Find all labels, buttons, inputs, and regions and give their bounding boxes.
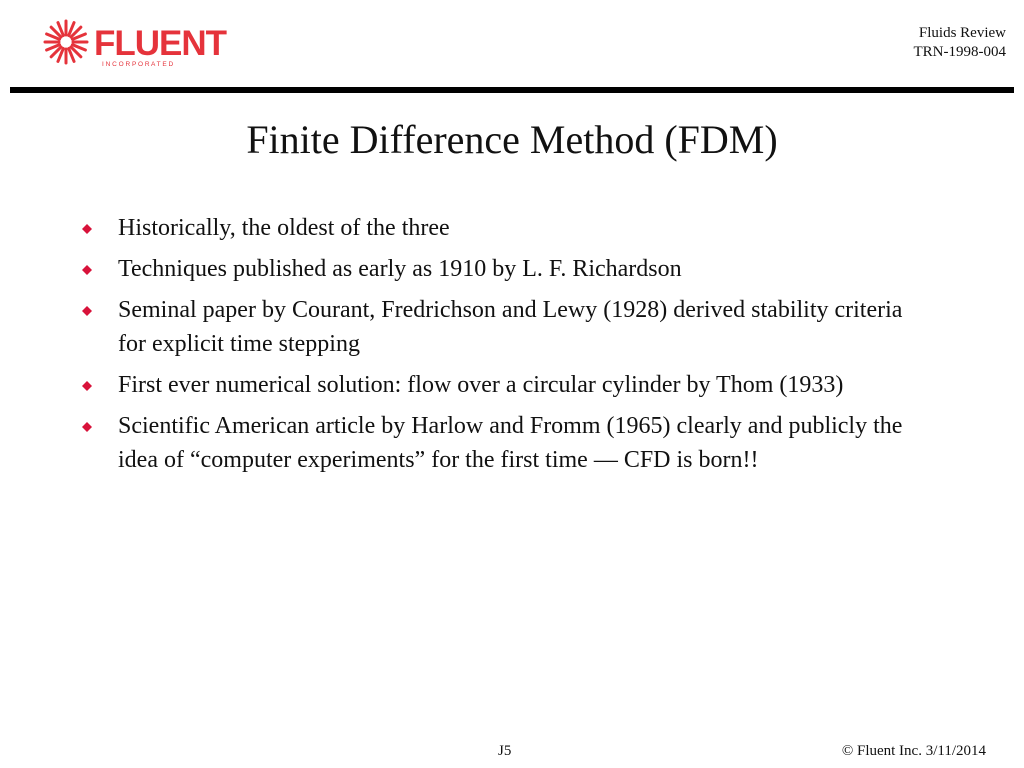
document-header-info bbox=[914, 24, 1007, 62]
bullet-list bbox=[78, 211, 928, 484]
copyright-notice: © Fluent Inc. 3/11/2014 bbox=[841, 743, 986, 759]
bullet-item bbox=[78, 211, 928, 245]
diamond-bullet-icon bbox=[82, 422, 92, 432]
logo-subtext: I N C O R P O R A T E D bbox=[102, 61, 174, 68]
bullet-text: Seminal paper by Courant, Fredrichson and Lewy (1928) derived stability criteria for explicit time stepping bbox=[118, 297, 903, 357]
bullet-item bbox=[78, 409, 928, 477]
fluent-logo bbox=[40, 18, 230, 70]
diamond-bullet-icon bbox=[82, 224, 92, 234]
fluent-starburst-logo-icon bbox=[45, 21, 87, 63]
diamond-bullet-icon bbox=[82, 306, 92, 316]
document-id: TRN-1998-004 bbox=[913, 44, 1006, 60]
bullet-item bbox=[78, 368, 928, 402]
bullet-item bbox=[78, 293, 928, 361]
page-number: J5 bbox=[498, 743, 512, 759]
diamond-bullet-icon bbox=[82, 381, 92, 391]
diamond-bullet-icon bbox=[82, 265, 92, 275]
bullet-text: Scientific American article by Harlow and Fromm (1965) clearly and publicly the idea of “computer experiments” for the first time — CFD is born!! bbox=[118, 413, 903, 473]
document-title: Fluids Review bbox=[918, 25, 1006, 41]
bullet-text: First ever numerical solution: flow over a circular cylinder by Thom (1933) bbox=[118, 372, 844, 398]
header-divider bbox=[10, 87, 1014, 93]
bullet-text: Techniques published as early as 1910 by L. F. Richardson bbox=[118, 256, 682, 282]
bullet-text: Historically, the oldest of the three bbox=[118, 215, 450, 241]
bullet-item bbox=[78, 252, 928, 286]
slide-title: Finite Difference Method (FDM) bbox=[246, 117, 778, 162]
logo-wordmark: FLUENT bbox=[94, 24, 227, 63]
